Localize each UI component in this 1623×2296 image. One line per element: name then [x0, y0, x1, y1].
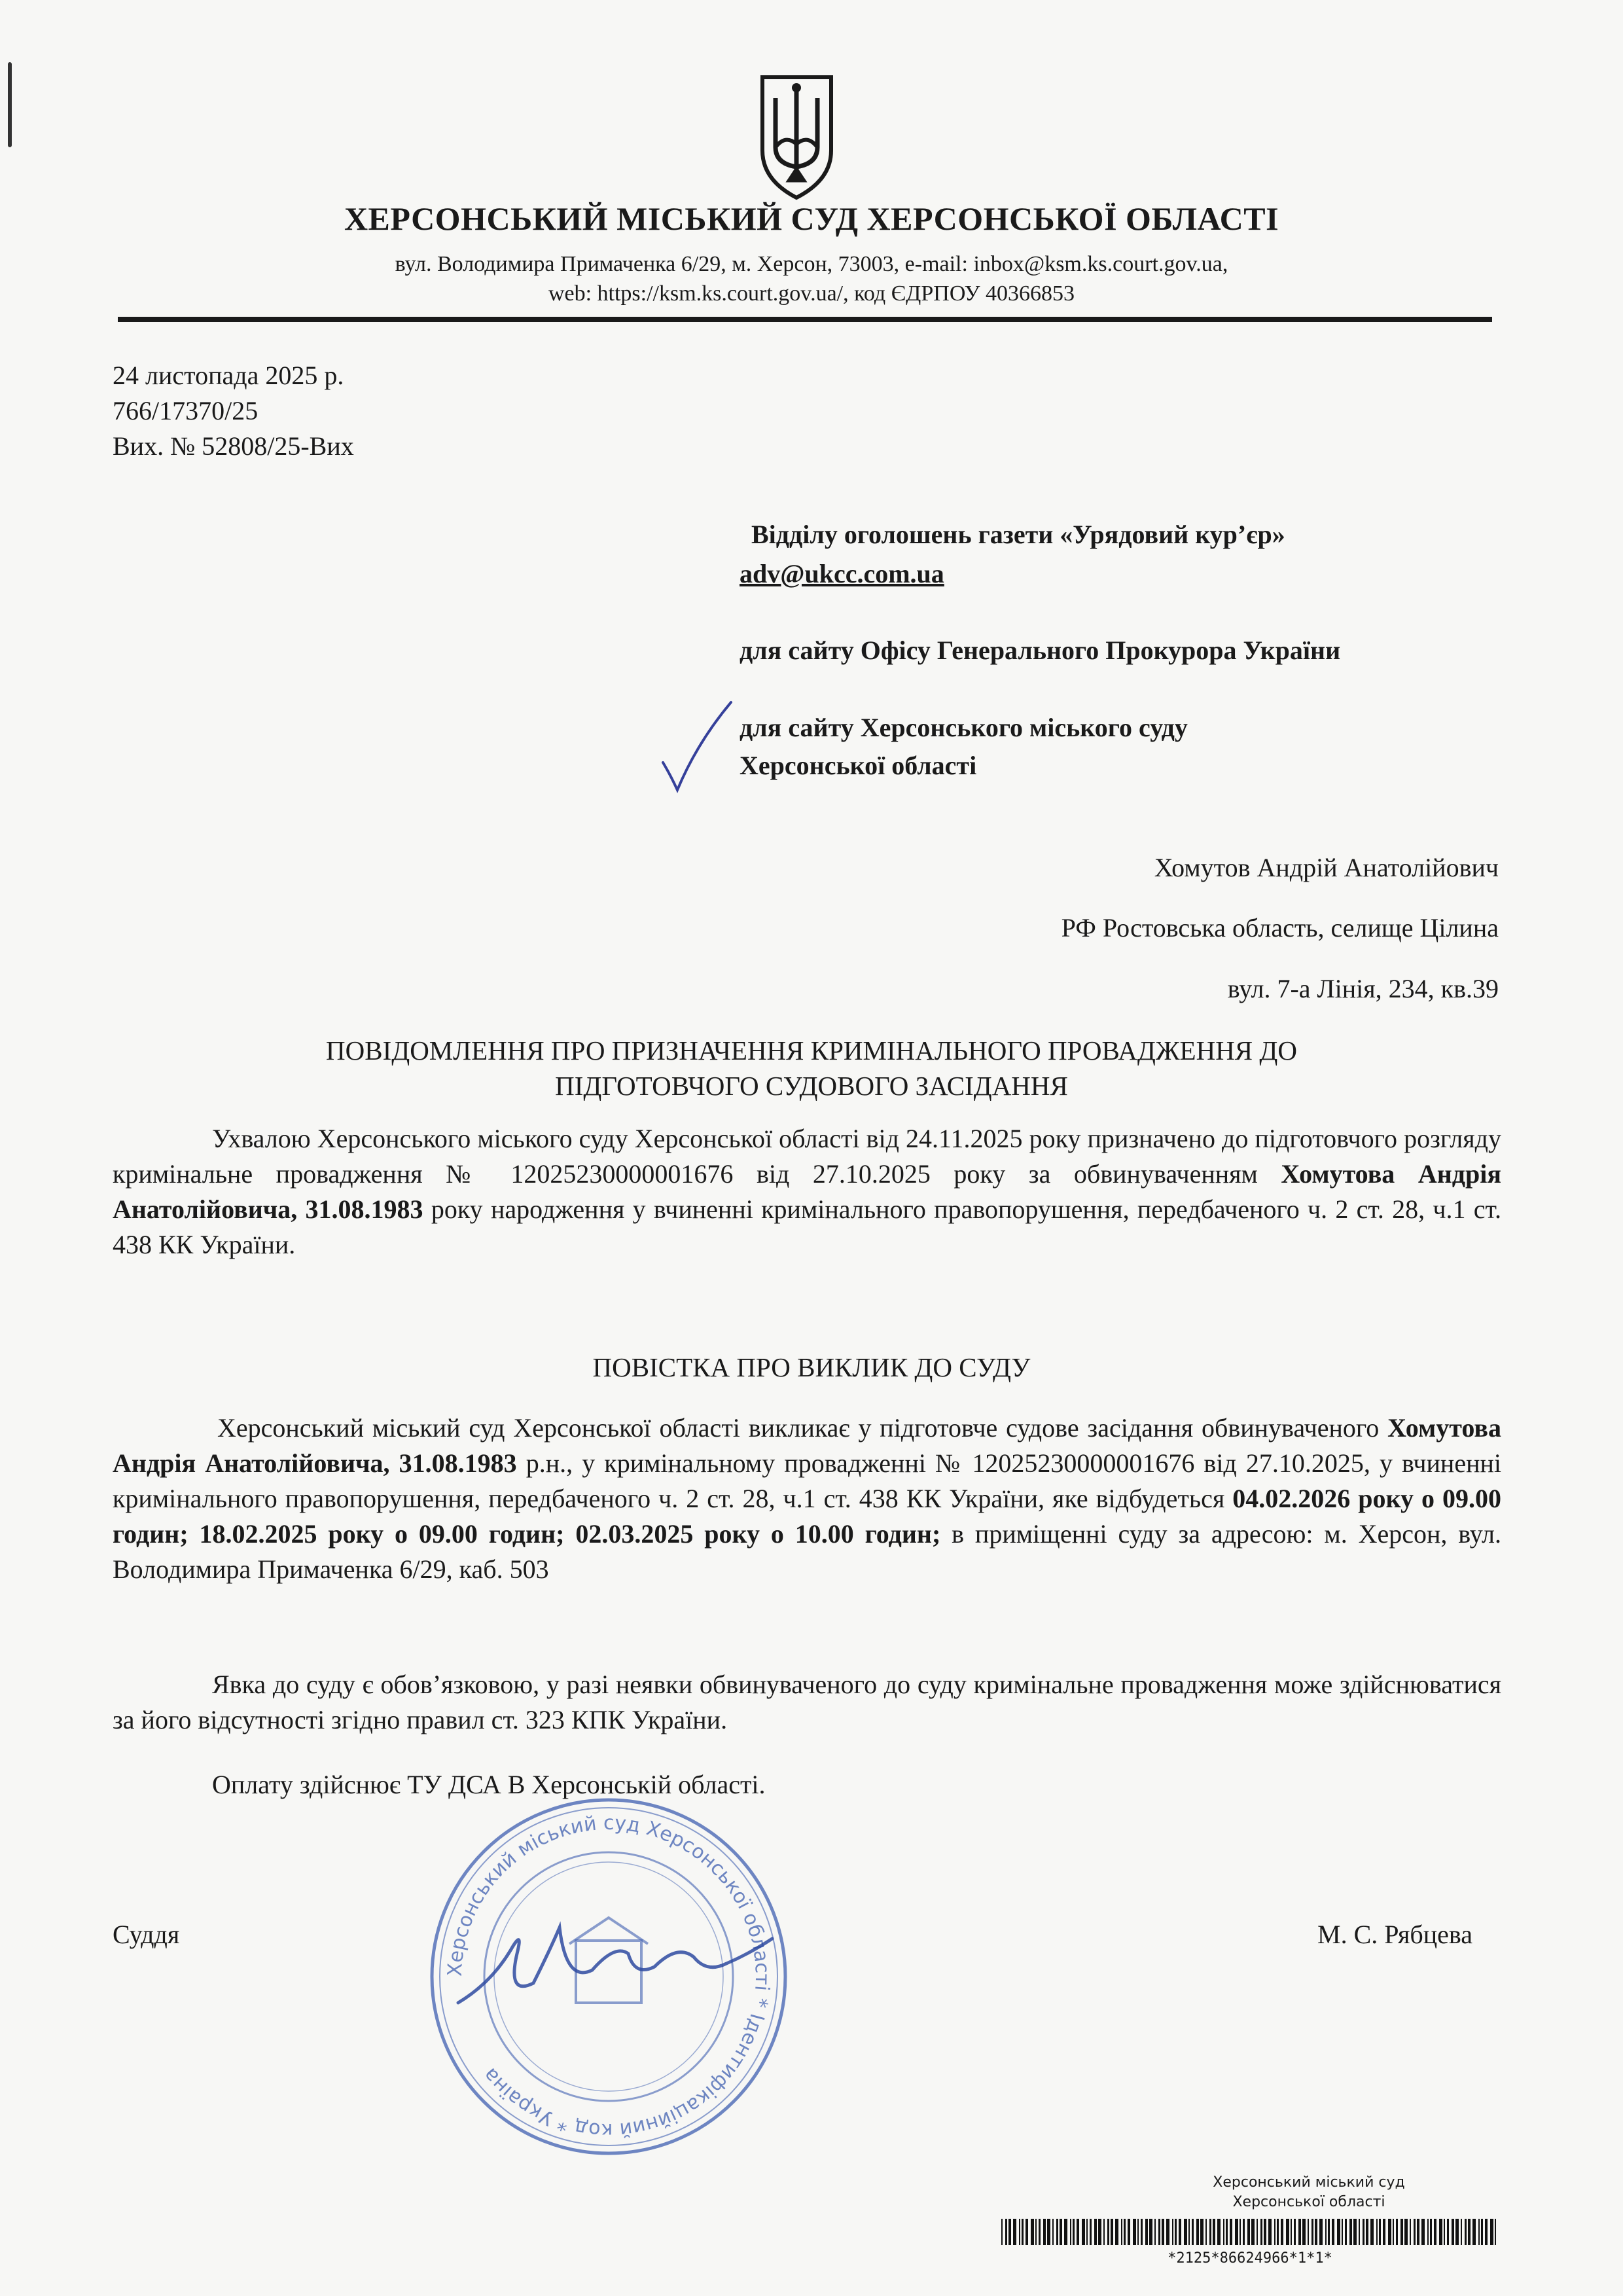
- barcode-bar: [1056, 2219, 1058, 2245]
- attendance-paragraph: Явка до суду є обов’язковою, у разі неявки обвинуваченого до суду кримінальне провадження може здійснюватися за його відсутності згідно правил ст. 323 КПК України.: [113, 1670, 1501, 1734]
- barcode-bar: [1404, 2219, 1408, 2245]
- recipient-email[interactable]: adv@ukcc.com.ua: [740, 559, 944, 588]
- summons-accused-bold: Хомутова Андрія Анатолійовича, 31.08.1983: [113, 1413, 1501, 1478]
- barcode-bar: [1217, 2219, 1221, 2245]
- barcode-bar: [1022, 2219, 1024, 2245]
- barcode-bar: [1439, 2219, 1442, 2245]
- barcode-bar: [1209, 2219, 1211, 2245]
- barcode-bar: [1342, 2219, 1343, 2245]
- barcode-bar: [1472, 2219, 1476, 2245]
- outgoing-number: Вих. № 52808/25-Вих: [113, 431, 354, 461]
- barcode-bar: [1035, 2219, 1037, 2245]
- barcode-bar: [1124, 2219, 1126, 2245]
- barcode-bar: [1184, 2219, 1187, 2245]
- barcode-bar: [1294, 2219, 1296, 2245]
- barcode-bar: [1086, 2219, 1088, 2245]
- summons-text-a: Херсонський міський суд Херсонської області викликає у підготовче судове засідання обвинуваченого: [217, 1413, 1388, 1443]
- barcode-bar: [1421, 2219, 1425, 2245]
- barcode-bar: [1128, 2219, 1130, 2245]
- seal-ring-text: Херсонський міський суд Херсонської області * Ідентифікаційний код * Україна: [443, 1811, 774, 2142]
- barcode-bar: [1332, 2219, 1334, 2245]
- barcode-bar: [1230, 2219, 1232, 2245]
- barcode-bar: [1251, 2219, 1255, 2245]
- barcode-bar: [1188, 2219, 1190, 2245]
- accused-name-bold: Хомутова Андрія Анатолійовича, 31.08.1983: [113, 1159, 1501, 1224]
- barcode-bar: [1162, 2219, 1164, 2245]
- barcode-bar: [1376, 2219, 1378, 2245]
- barcode-bar: [1060, 2219, 1062, 2245]
- barcode-bar: [1430, 2219, 1432, 2245]
- barcode-bar: [1325, 2219, 1327, 2245]
- scan-margin-mark: [8, 62, 12, 147]
- addressee-name: Хомутов Андрій Анатолійович: [1154, 853, 1499, 882]
- barcode-bar: [1077, 2219, 1079, 2245]
- header-divider: [118, 317, 1492, 322]
- barcode-bar: [1070, 2219, 1071, 2245]
- barcode-bar: [1094, 2219, 1097, 2245]
- notice-text-b: року народження у вчиненні кримінального правопорушення, передбаченого ч. 2 ст. 28, ч.1 ст. 438 КК України.: [113, 1194, 1501, 1259]
- summons-text-c: в приміщенні суду за адресою: м. Херсон, вул. Володимира Примаченка 6/29, каб. 503: [113, 1519, 1501, 1584]
- barcode-bar: [1103, 2219, 1105, 2245]
- barcode-number: *2125*86624966*1*1*: [1168, 2250, 1332, 2267]
- handwritten-check-icon: [658, 697, 736, 795]
- barcode-bar: [1379, 2219, 1381, 2245]
- addressee-region: РФ Ростовська область, селище Цілина: [1061, 913, 1499, 942]
- notice-heading: [131, 1033, 1492, 1103]
- barcode-bar: [1172, 2219, 1173, 2245]
- notice-paragraph: [113, 1121, 1501, 1263]
- barcode-bar: [1235, 2219, 1238, 2245]
- barcode-bar: [1298, 2219, 1301, 2245]
- case-number: 766/17370/25: [113, 396, 259, 425]
- barcode-bar: [1311, 2219, 1313, 2245]
- barcode-bar: [1166, 2219, 1169, 2245]
- barcode-bar: [1485, 2219, 1488, 2245]
- barcode-bar: [1158, 2219, 1160, 2245]
- barcode-bar: [1366, 2219, 1368, 2245]
- barcode-bar: [1013, 2219, 1016, 2245]
- barcode-bar: [1205, 2219, 1207, 2245]
- barcode-bar: [1121, 2219, 1122, 2245]
- barcode-bar: [1192, 2219, 1194, 2245]
- recipient-newspaper: Відділу оголошень газети «Урядовий кур’єр»: [751, 520, 1285, 549]
- notice-heading-line2: ПІДГОТОВЧОГО СУДОВОГО ЗАСІДАННЯ: [555, 1071, 1068, 1101]
- barcode-bar: [1277, 2219, 1279, 2245]
- recipient-court-site-line1: для сайту Херсонського міського суду: [740, 713, 1188, 742]
- barcode-bar: [1345, 2219, 1347, 2245]
- barcode-bar: [1247, 2219, 1250, 2245]
- barcode-bar: [1286, 2219, 1289, 2245]
- document-date: 24 листопада 2025 р.: [113, 361, 344, 390]
- footer-stamp-line2: Херсонської області: [1232, 2194, 1385, 2210]
- barcode-bar: [1481, 2219, 1483, 2245]
- barcode-bar: [1393, 2219, 1394, 2245]
- court-address-line2: web: https://ksm.ks.court.gov.ua/, код ЄДРПОУ 40366853: [548, 281, 1075, 306]
- barcode-bar: [1359, 2219, 1360, 2245]
- barcode-bar: [1141, 2219, 1143, 2245]
- barcode-bar: [1260, 2219, 1262, 2245]
- barcode-bar: [1098, 2219, 1101, 2245]
- barcode-bar: [1461, 2219, 1462, 2245]
- coat-of-arms-icon: [756, 72, 838, 203]
- barcode-bar: [1274, 2219, 1275, 2245]
- barcode-bar: [1349, 2219, 1352, 2245]
- barcode-bar: [1019, 2219, 1020, 2245]
- hearing-dates-bold: 04.02.2026 року о 09.00 годин; 18.02.2025 року о 09.00 годин; 02.03.2025 року о 10.00 годин;: [113, 1484, 1501, 1549]
- barcode-bar: [1039, 2219, 1041, 2245]
- barcode-bar: [1281, 2219, 1283, 2245]
- footer-stamp-line1: Херсонський міський суд: [1213, 2174, 1405, 2191]
- barcode-bar: [1133, 2219, 1136, 2245]
- barcode-bar: [1008, 2219, 1011, 2245]
- barcode-bar: [1001, 2219, 1003, 2245]
- barcode-bar: [1240, 2219, 1241, 2245]
- barcode-bar: [1223, 2219, 1224, 2245]
- barcode-bar: [1200, 2219, 1204, 2245]
- barcode-bar: [1031, 2219, 1034, 2245]
- barcode-bar: [1257, 2219, 1258, 2245]
- judge-name: М. С. Рябцева: [1317, 1920, 1472, 1949]
- barcode-bar: [1082, 2219, 1085, 2245]
- barcode-bar: [1417, 2219, 1419, 2245]
- barcode-bar: [1427, 2219, 1429, 2245]
- barcode-bar: [1319, 2219, 1323, 2245]
- summons-text-b: р.н., у кримінальному провадженні № 12025230000001676 від 27.10.2025, у вчиненні кримінального правопорушення, передбаченого ч. 2 ст. 28, ч.1 ст. 438 КК України, яке відбудеться: [113, 1448, 1501, 1513]
- barcode-bar: [1447, 2219, 1449, 2245]
- barcode-bar: [1452, 2219, 1454, 2245]
- barcode-bar: [1337, 2219, 1340, 2245]
- barcode-bar: [1490, 2219, 1493, 2245]
- barcode-bar: [1175, 2219, 1177, 2245]
- barcode-bar: [1302, 2219, 1306, 2245]
- barcode-bar: [1370, 2219, 1374, 2245]
- recipient-court-site-line2: Херсонської області: [740, 751, 977, 780]
- barcode-bar: [1090, 2219, 1092, 2245]
- barcode-bar: [1315, 2219, 1317, 2245]
- barcode-bar: [1353, 2219, 1357, 2245]
- barcode-bar: [1465, 2219, 1467, 2245]
- barcode-bar: [1226, 2219, 1228, 2245]
- payment-paragraph: Оплату здійснює ТУ ДСА В Херсонській області.: [212, 1770, 766, 1799]
- summons-heading: ПОВІСТКА ПРО ВИКЛИК ДО СУДУ: [592, 1352, 1031, 1382]
- summons-paragraph: [113, 1410, 1501, 1587]
- barcode-bar: [1196, 2219, 1199, 2245]
- barcode-bar: [1115, 2219, 1118, 2245]
- barcode-bar: [1073, 2219, 1075, 2245]
- barcode-bar: [1308, 2219, 1309, 2245]
- barcode-bar: [1026, 2219, 1028, 2245]
- barcode-bar: [1243, 2219, 1245, 2245]
- barcode-bar: [1064, 2219, 1067, 2245]
- barcode-bar: [1495, 2219, 1496, 2245]
- barcode-bar: [1444, 2219, 1445, 2245]
- notice-heading-line1: ПОВІДОМЛЕННЯ ПРО ПРИЗНАЧЕННЯ КРИМІНАЛЬНОГО ПРОВАДЖЕННЯ ДО: [326, 1035, 1297, 1066]
- barcode-bar: [1434, 2219, 1436, 2245]
- barcode-bar: [1328, 2219, 1330, 2245]
- signature-role: Суддя: [113, 1920, 180, 1949]
- court-address-line1: вул. Володимира Примаченка 6/29, м. Херсон, 73003, e-mail: inbox@ksm.ks.court.gov.ua,: [395, 252, 1228, 276]
- barcode-bar: [1400, 2219, 1403, 2245]
- barcode-bar: [1268, 2219, 1272, 2245]
- barcode-bar: [1111, 2219, 1113, 2245]
- barcode-bar: [1213, 2219, 1215, 2245]
- addressee-street: вул. 7-а Лінія, 234, кв.39: [1227, 974, 1499, 1003]
- barcode-bar: [1455, 2219, 1459, 2245]
- barcode-bar: [1137, 2219, 1139, 2245]
- barcode-bar: [1154, 2219, 1156, 2245]
- barcode-bar: [1410, 2219, 1411, 2245]
- barcode-bar: [1047, 2219, 1050, 2245]
- barcode: [1001, 2219, 1499, 2245]
- court-name: ХЕРСОНСЬКИЙ МІСЬКИЙ СУД ХЕРСОНСЬКОЇ ОБЛАСТІ: [344, 200, 1279, 237]
- barcode-bar: [1478, 2219, 1480, 2245]
- barcode-bar: [1291, 2219, 1292, 2245]
- barcode-bar: [1468, 2219, 1471, 2245]
- notice-text-a: Ухвалою Херсонського міського суду Херсонської області від 24.11.2025 року призначено до підготовчого розгляду кримінальне провадження № 12025230000001676 від 27.10.2025 року за обвинуваченням: [113, 1124, 1501, 1189]
- barcode-bar: [1383, 2219, 1385, 2245]
- recipient-prosecutor-site: для сайту Офісу Генерального Прокурора України: [740, 636, 1341, 665]
- barcode-bar: [1388, 2219, 1391, 2245]
- barcode-bar: [1414, 2219, 1416, 2245]
- barcode-bar: [1264, 2219, 1266, 2245]
- barcode-bar: [1107, 2219, 1109, 2245]
- barcode-bar: [1043, 2219, 1046, 2245]
- barcode-bar: [1363, 2219, 1364, 2245]
- barcode-bar: [1149, 2219, 1152, 2245]
- barcode-bar: [1052, 2219, 1054, 2245]
- barcode-bar: [1396, 2219, 1398, 2245]
- barcode-bar: [1145, 2219, 1148, 2245]
- barcode-bar: [1005, 2219, 1007, 2245]
- barcode-bar: [1179, 2219, 1181, 2245]
- court-seal: [419, 1787, 798, 2166]
